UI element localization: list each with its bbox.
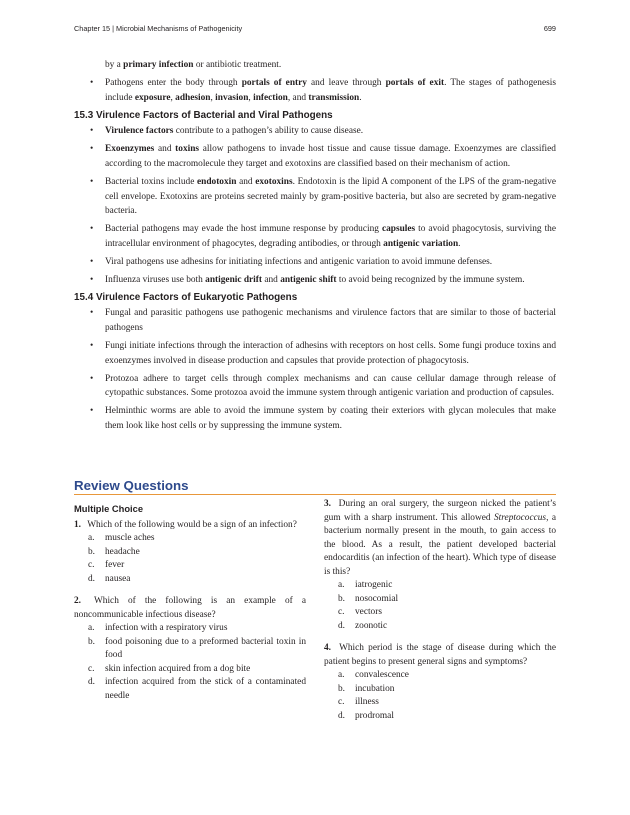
bullet-icon: • [90,176,94,187]
question-3 [324,498,556,633]
summary-list-152 [74,58,556,105]
option-letter: a. [88,623,95,633]
key-term: transmission [308,92,360,103]
multiple-choice-heading: Multiple Choice [74,504,144,514]
option-letter: a. [88,533,95,543]
answer-option: c. fever [74,559,306,573]
bullet-icon: • [90,340,94,351]
question-4 [324,642,556,723]
summary-list-153 [74,124,556,287]
key-term: capsules [381,224,416,235]
answer-option: b. food poisoning due to a preformed bacterial toxin in food [88,636,306,660]
key-term: exotoxins [255,176,293,187]
bullet-icon: • [90,126,94,137]
answer-option: c. illness [324,696,556,710]
running-header [74,24,556,36]
option-letter: b. [338,593,346,604]
option-letter: d. [338,710,346,721]
bullet-icon: • [90,308,94,319]
option-letter: d. [338,620,346,631]
question-stem: 1. Which of the following would be a sign of an infection? [74,519,297,530]
answer-option: d. zoonotic [324,620,556,634]
option-letter: b. [88,636,96,647]
section-heading-15-4: 15.4 Virulence Factors of Eukaryotic Pathogens [74,292,298,304]
organism-name: Streptococcus [493,512,547,523]
key-term: invasion [215,92,249,103]
question-number: 2. [74,596,82,606]
title-divider [74,494,556,495]
key-term: portals of exit [385,77,445,88]
answer-options [74,622,306,703]
option-letter: a. [338,670,345,680]
answer-option: b. headache [74,546,306,560]
answer-option: c. vectors [324,606,556,620]
answer-option: b. incubation [324,683,556,697]
summary-bullet: • Bacterial pathogens may evade the host immune response by producing capsules to avoid phagocytosis, surviving the intracellular environment of phagocytes, degrading antibodies, or through antigenic variation. [90,224,556,249]
answer-option: a. muscle aches [74,532,306,546]
key-term: Virulence factors [105,126,174,137]
key-term: antigenic drift [205,274,263,285]
summary-bullet: • Protozoa adhere to target cells through complex mechanisms and can cause cellular damage through release of cytopathic substances. Some protozoa avoid the immune system through antigenic variation and production of capsules. [90,373,556,399]
answer-option: a. convalescence [324,669,556,683]
answer-option: a. infection with a respiratory virus [74,622,306,636]
answer-options [74,532,306,586]
question-number: 3. [324,499,332,509]
answer-options [324,579,556,633]
summary-bullet: • Fungi initiate infections through the interaction of adhesins with receptors on host cells. Some fungi produce toxins and exoenzymes involved in disease production and capsules that provide protection of phagocytosis. [90,340,556,366]
summary-bullet: • Exoenzymes and toxins allow pathogens to invade host tissue and cause tissue damage. Exoenzymes are classified according to the macromolecule they target and exotoxins are classified based on their mechanism of action. [90,144,556,169]
bullet-icon: • [90,224,94,235]
answer-option: a. iatrogenic [324,579,556,593]
key-term: infection [253,92,288,103]
bullet-icon: • [90,406,94,417]
question-1 [74,519,306,587]
bullet-icon: • [90,256,94,267]
question-stem: 4. Which period is the stage of disease during which the patient begins to present general signs and symptoms? [324,643,556,667]
answer-option: b. nosocomial [324,593,556,607]
bullet-icon: • [90,373,94,384]
option-letter: c. [338,607,345,617]
key-term: toxins [175,144,200,155]
summary-bullet: • Fungal and parasitic pathogens use pathogenic mechanisms and virulence factors that are similar to those of bacterial pathogens [90,308,556,334]
summary-continuation: by a primary infection or antibiotic treatment. [105,60,282,70]
question-number: 4. [324,643,332,653]
chapter-title: Chapter 15 | Microbial Mechanisms of Pathogenicity [74,24,243,33]
summary-bullet: • Pathogens enter the body through portals of entry and leave through portals of exit. The stages of pathogenesis include exposure, adhesion, invasion, infection, and transmission. [90,77,556,103]
option-letter: c. [88,663,95,674]
bullet-icon: • [90,274,94,285]
page-number: 699 [543,24,556,33]
option-letter: c. [338,697,345,707]
option-letter: d. [88,573,96,584]
option-letter: b. [338,683,346,694]
summary-bullet: • Influenza viruses use both antigenic drift and antigenic shift to avoid being recognized by the immune system. [74,273,556,288]
review-questions-title: Review Questions [74,478,189,493]
key-term: endotoxin [196,176,237,187]
answer-option: d. infection acquired from the stick of a contaminated needle [88,677,306,701]
question-number: 1. [74,519,82,530]
answer-option: d. prodromal [324,710,556,724]
key-term: adhesion [175,92,211,103]
key-term: antigenic shift [280,274,337,285]
question-stem: 2. Which of the following is an example of a noncommunicable infectious disease? [74,596,306,620]
summary-bullet: • Bacterial toxins include endotoxin and exotoxins. Endotoxin is the lipid A component of the LPS of the gram-negative cell envelope. Exotoxins are proteins secreted mainly by gram-positive bacteria, but also are secreted by gram-negative bacteria. [90,176,556,217]
question-2 [74,595,306,703]
answer-options [324,669,556,723]
option-letter: d. [88,677,96,687]
key-term: Exoenzymes [105,144,155,155]
bullet-icon: • [90,77,94,88]
key-term: primary infection [123,60,194,70]
answer-option: d. nausea [74,573,306,587]
questions-right-column [324,498,556,732]
summary-bullet: • Virulence factors contribute to a pathogen’s ability to cause disease. [74,124,556,139]
key-term: exposure [134,92,171,103]
bullet-icon: • [90,144,94,155]
summary-bullet: • Viral pathogens use adhesins for initiating infections and antigenic variation to avoid immune defenses. [74,255,556,270]
question-stem: 3. During an oral surgery, the surgeon nicked the patient’s gum with a sharp instrument. This allowed Streptococcus, a bacterium normally present in the mouth, to gain access to the blood. As a result, the patient developed bacterial endocarditis (an infection of the heart). Which type of disease is this? [324,499,556,577]
summary-list-154 [74,306,556,433]
key-term: portals of entry [241,77,307,88]
summary-bullet: • Helminthic worms are able to avoid the immune system by coating their exteriors with glycan molecules that make them look like host cells or by suppressing the immune system. [90,406,556,431]
key-term: antigenic variation [383,238,459,249]
section-heading-15-3: 15.3 Virulence Factors of Bacterial and Viral Pathogens [74,110,333,122]
chapter-summary [74,58,556,437]
option-letter: b. [88,546,96,557]
answer-option: c. skin infection acquired from a dog bite [74,663,306,677]
option-letter: a. [338,580,345,590]
questions-left-column [74,498,306,712]
option-letter: c. [88,560,95,570]
